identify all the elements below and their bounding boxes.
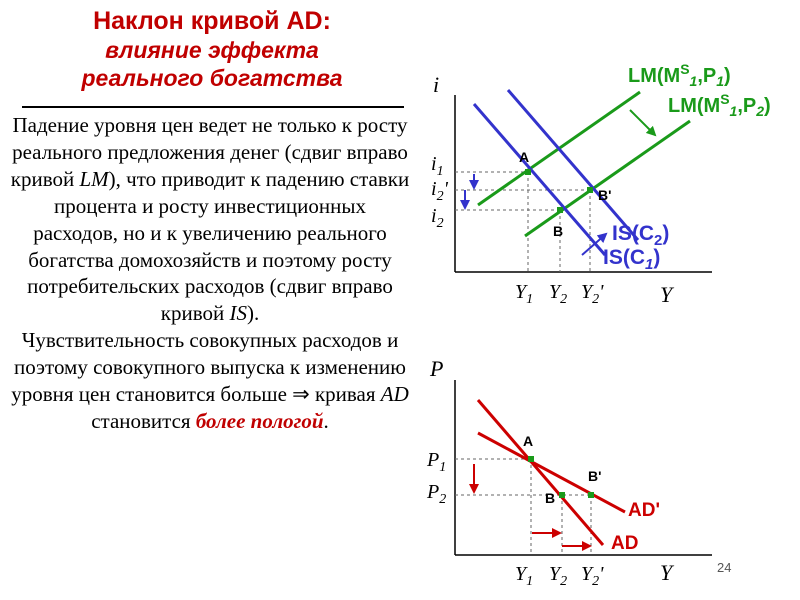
ad-label-bprime: B' xyxy=(588,468,602,484)
title-line-3: реального богатства xyxy=(81,65,343,91)
ad-label-b: B xyxy=(545,490,556,506)
ad-point-a xyxy=(528,456,534,462)
islm-point-bprime xyxy=(587,187,593,193)
is2-label: $IS(C_2)$ xyxy=(612,222,670,249)
islm-tick-y2: $Y_2$ xyxy=(549,281,568,307)
lm-shift-arrow xyxy=(630,110,655,135)
lm1-label: $LM(M^S_1,P_1)$ xyxy=(628,61,731,89)
ad-tick-y1: $Y_1$ xyxy=(515,563,534,589)
islm-label-bprime: B' xyxy=(598,187,612,203)
ad-label-a: A xyxy=(523,433,534,449)
islm-point-b xyxy=(557,207,563,213)
p2-text-end: . xyxy=(323,408,329,433)
p2-emphasis: более пологой xyxy=(195,408,324,433)
islm-axis-label-y: Y xyxy=(660,282,673,307)
islm-axis-label-i: i xyxy=(433,72,440,97)
islm-tick-y1: $Y_1$ xyxy=(515,281,534,307)
ad-label: AD xyxy=(611,533,639,554)
islm-tick-i1: $i_1$ xyxy=(431,153,444,179)
title-line-1: Наклон кривой AD: xyxy=(93,7,331,35)
ad-tick-y2prime: $Y_2'$ xyxy=(581,563,604,589)
islm-tick-y2prime: $Y_2'$ xyxy=(581,281,604,307)
ad-axis-label-p: P xyxy=(430,356,444,381)
islm-label-b: B xyxy=(553,223,564,239)
islm-point-a xyxy=(525,169,531,175)
p2-ad-term: AD xyxy=(380,382,409,407)
p1-text-a: Падение уровня цен ведет не только к росту реального предложения денег (сдвиг вправо кривой xyxy=(10,113,408,191)
islm-diagram xyxy=(431,61,771,307)
ad-tick-y2: $Y_2$ xyxy=(549,563,568,589)
lm2-label: $LM(M^S_1,P_2)$ xyxy=(668,91,771,119)
ad-tick-p2: $P_2$ xyxy=(427,481,447,507)
title-line-2: влияние эффекта xyxy=(105,37,319,63)
ad-tick-p1: $P_1$ xyxy=(427,449,447,475)
islm-tick-i2prime: $i_2'$ xyxy=(431,178,448,204)
is1-label: $IS(C_1)$ xyxy=(603,246,661,273)
ad-curve xyxy=(478,400,603,545)
p2-text-b: становится xyxy=(91,408,196,433)
ad-axis-label-y: Y xyxy=(660,560,673,585)
p1-is-term: IS xyxy=(229,301,247,326)
p1-text-b: ), что приводит к падению ставки процента и росту инвестиционных расходов, но и к увеличению реального богатства домохозяйств и поэтому росту потребительских расходов (сдвиг вправо кривой xyxy=(27,166,410,326)
p1-lm-term: LM xyxy=(79,166,109,191)
islm-tick-i2: $i_2$ xyxy=(431,205,444,231)
p1-text-end: ). xyxy=(246,301,260,326)
ad-prime-label: AD' xyxy=(628,500,660,521)
ad-point-b xyxy=(559,492,565,498)
p2-text-a: Чувствительность совокупных расходов и поэтому совокупного выпуска к изменению уровня цен становится больше ⇒ кривая xyxy=(11,328,406,407)
islm-guides xyxy=(455,172,590,272)
page-number: 24 xyxy=(717,560,732,575)
islm-label-a: A xyxy=(519,149,530,165)
ad-diagram xyxy=(426,356,712,589)
ad-point-bprime xyxy=(588,492,594,498)
